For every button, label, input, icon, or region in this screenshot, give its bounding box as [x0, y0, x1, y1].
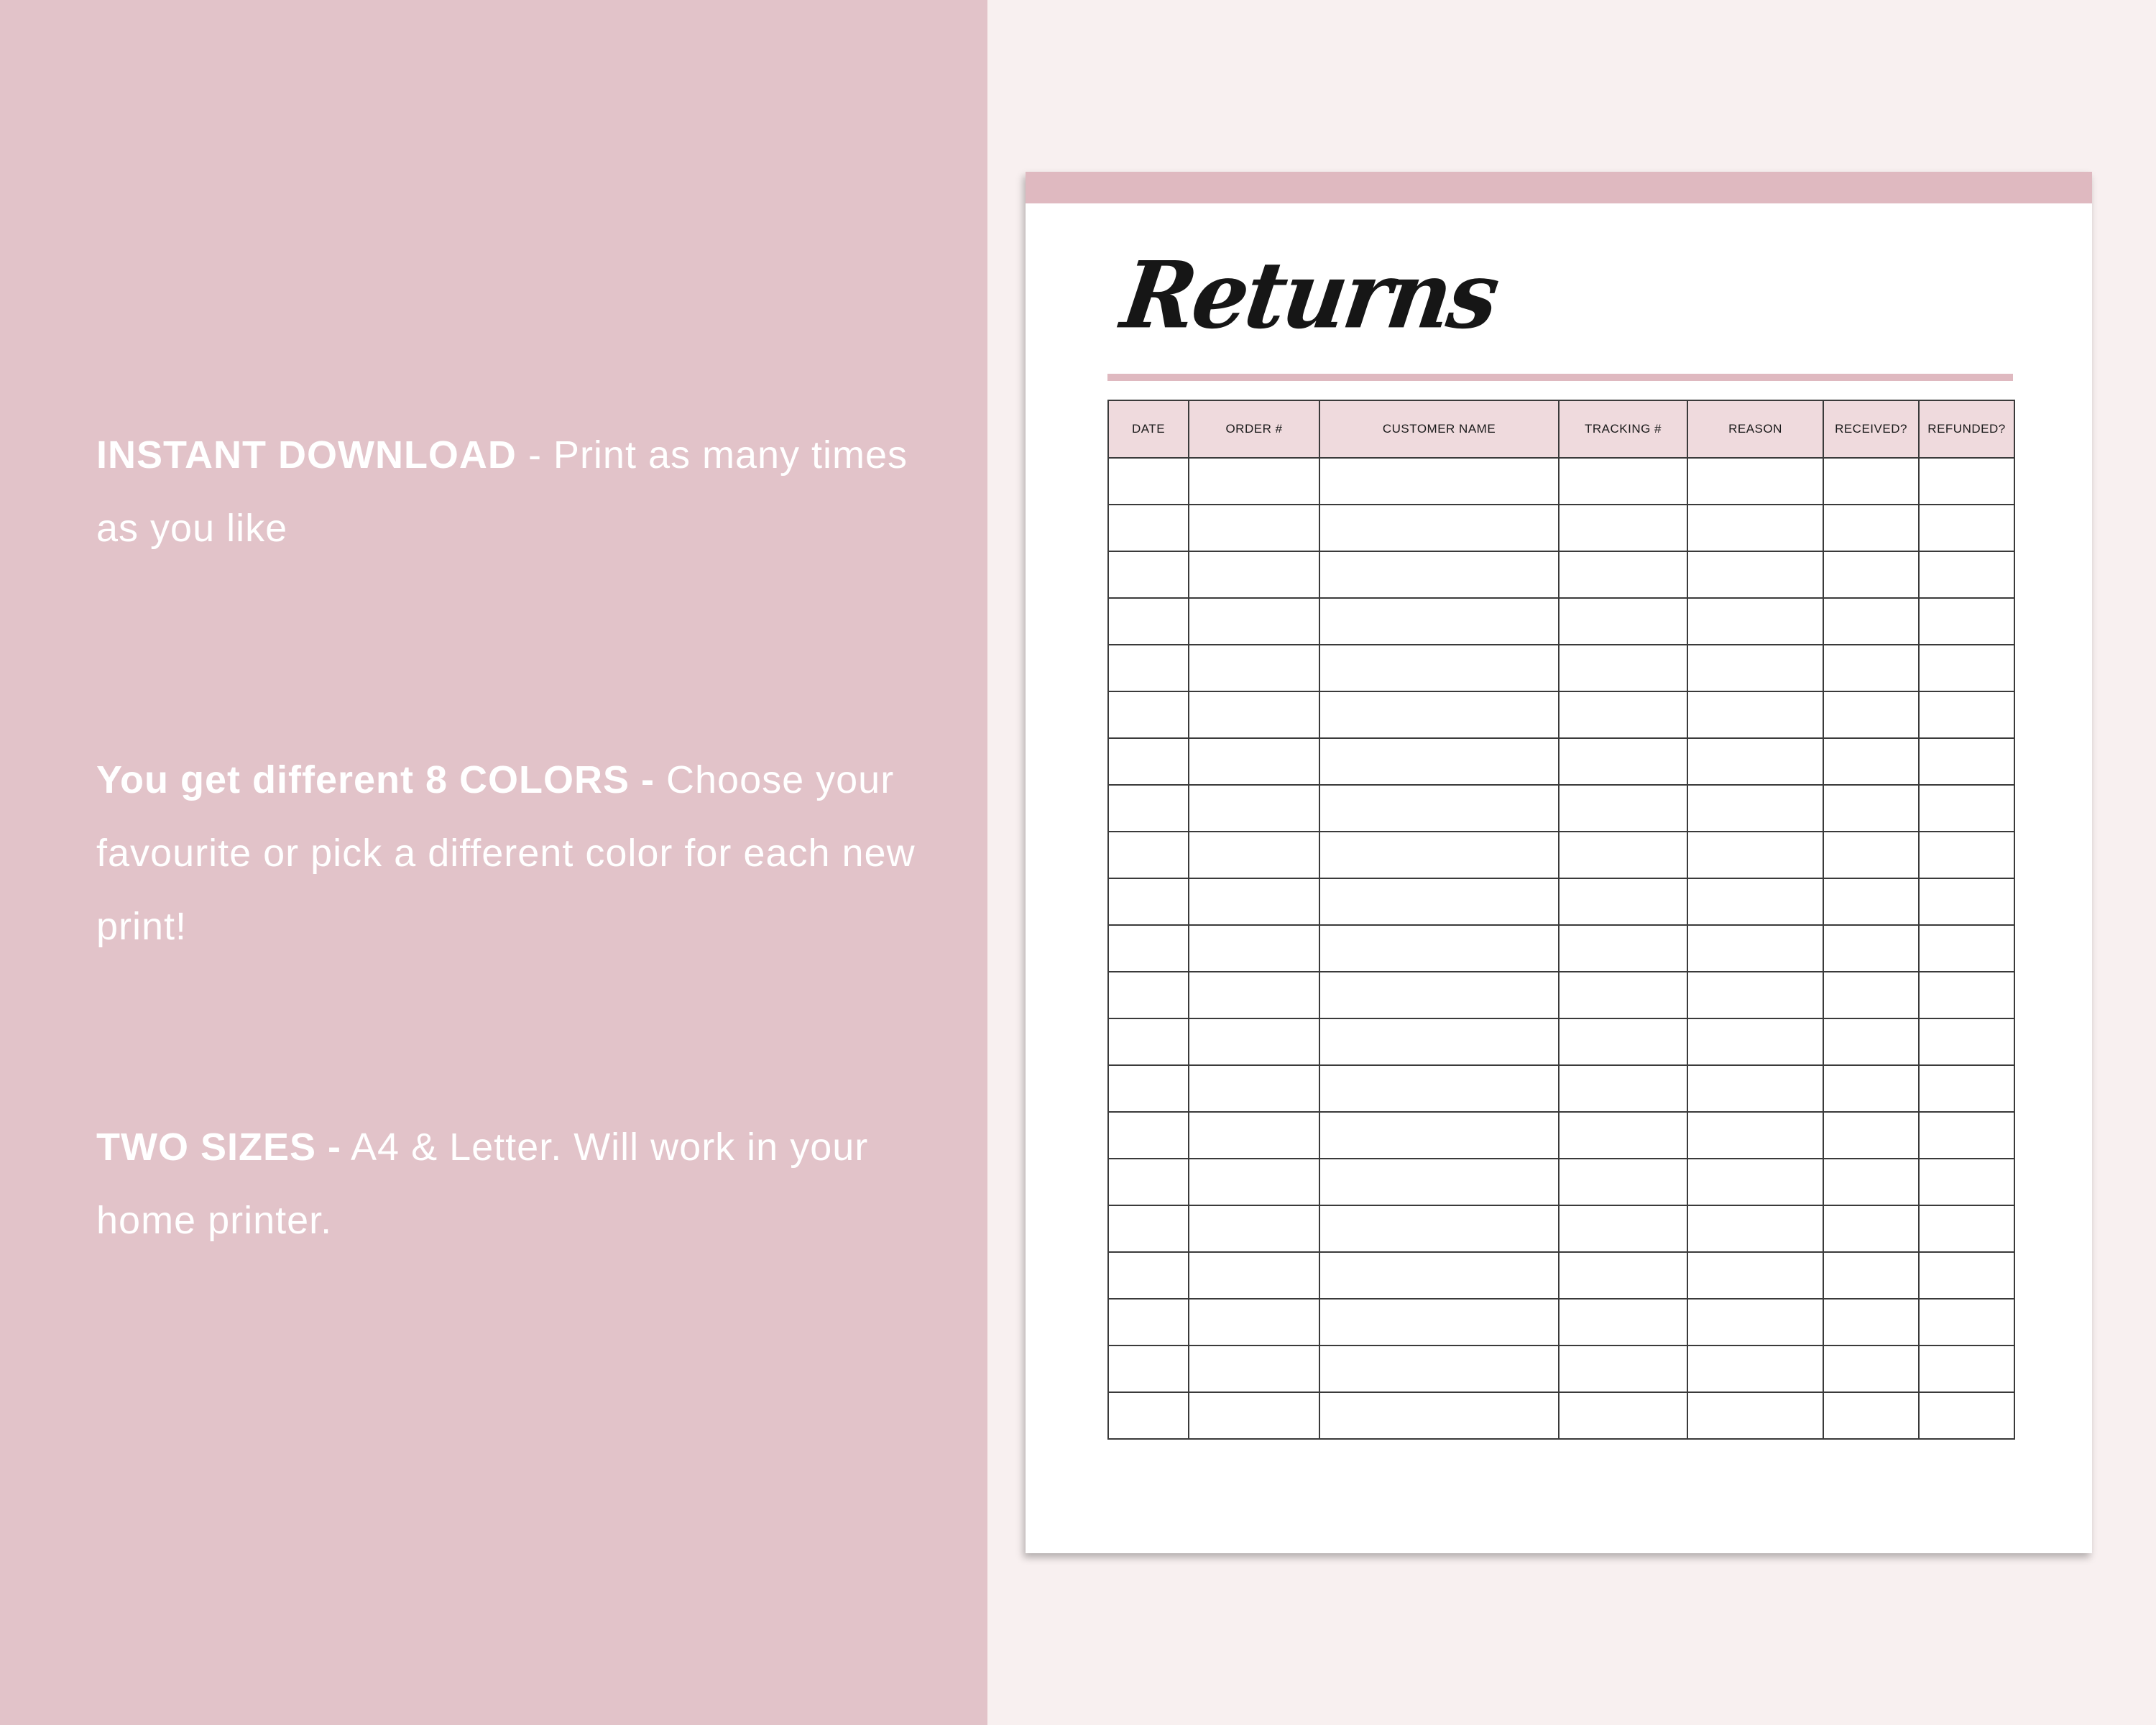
- table-cell: [1559, 645, 1687, 691]
- table-cell: [1189, 598, 1319, 645]
- table-cell: [1687, 878, 1823, 925]
- table-cell: [1108, 972, 1189, 1018]
- table-cell: [1108, 691, 1189, 738]
- table-cell: [1559, 505, 1687, 551]
- column-header-date: DATE: [1108, 400, 1189, 458]
- table-cell: [1919, 832, 2014, 878]
- table-cell: [1189, 551, 1319, 598]
- table-cell: [1559, 738, 1687, 785]
- table-cell: [1823, 832, 1919, 878]
- table-cell: [1823, 1346, 1919, 1392]
- table-cell: [1189, 1065, 1319, 1112]
- table-row: [1108, 1392, 2014, 1439]
- table-row: [1108, 1346, 2014, 1392]
- table-cell: [1189, 1112, 1319, 1159]
- table-cell: [1823, 1392, 1919, 1439]
- returns-table: [1107, 400, 2015, 1440]
- table-cell: [1319, 878, 1559, 925]
- feature-description: - Print as many times as you like: [96, 433, 908, 550]
- table-cell: [1559, 832, 1687, 878]
- table-cell: [1687, 925, 1823, 972]
- column-header-customer-name: CUSTOMER NAME: [1319, 400, 1559, 458]
- table-cell: [1919, 1018, 2014, 1065]
- table-cell: [1108, 878, 1189, 925]
- table-cell: [1319, 1205, 1559, 1252]
- column-header-tracking: TRACKING #: [1559, 400, 1687, 458]
- table-cell: [1559, 1112, 1687, 1159]
- table-cell: [1559, 972, 1687, 1018]
- table-cell: [1319, 832, 1559, 878]
- table-cell: [1823, 551, 1919, 598]
- feature-heading: You get different 8 COLORS -: [96, 758, 655, 801]
- table-cell: [1108, 738, 1189, 785]
- table-cell: [1823, 598, 1919, 645]
- table-cell: [1189, 1299, 1319, 1346]
- table-cell: [1319, 1018, 1559, 1065]
- table-cell: [1108, 598, 1189, 645]
- table-cell: [1919, 1299, 2014, 1346]
- table-cell: [1108, 505, 1189, 551]
- table-cell: [1687, 832, 1823, 878]
- table-cell: [1919, 551, 2014, 598]
- table-cell: [1687, 1159, 1823, 1205]
- table-cell: [1559, 551, 1687, 598]
- table-cell: [1108, 458, 1189, 505]
- table-cell: [1559, 785, 1687, 832]
- table-row: [1108, 1065, 2014, 1112]
- table-cell: [1108, 551, 1189, 598]
- table-cell: [1919, 458, 2014, 505]
- table-header-row: [1108, 400, 2014, 458]
- table-cell: [1319, 972, 1559, 1018]
- table-cell: [1189, 1159, 1319, 1205]
- table-cell: [1189, 1392, 1319, 1439]
- table-cell: [1687, 738, 1823, 785]
- table-cell: [1319, 1159, 1559, 1205]
- table-cell: [1687, 1346, 1823, 1392]
- feature-heading: TWO SIZES -: [96, 1126, 341, 1169]
- table-row: [1108, 598, 2014, 645]
- column-header-order: ORDER #: [1189, 400, 1319, 458]
- table-cell: [1559, 1299, 1687, 1346]
- table-cell: [1919, 785, 2014, 832]
- table-row: [1108, 738, 2014, 785]
- table-cell: [1687, 1205, 1823, 1252]
- sheet-title: Returns: [1115, 240, 1503, 349]
- table-cell: [1919, 645, 2014, 691]
- table-cell: [1823, 1299, 1919, 1346]
- table-cell: [1687, 598, 1823, 645]
- table-cell: [1823, 1018, 1919, 1065]
- table-cell: [1687, 1392, 1823, 1439]
- table-cell: [1919, 1112, 2014, 1159]
- table-cell: [1319, 738, 1559, 785]
- table-cell: [1687, 645, 1823, 691]
- printable-sheet: [1026, 172, 2092, 1553]
- table-cell: [1189, 1018, 1319, 1065]
- table-row: [1108, 645, 2014, 691]
- table-cell: [1559, 458, 1687, 505]
- table-cell: [1319, 1346, 1559, 1392]
- feature-description: Choose your favourite or pick a different color for each new print!: [96, 758, 916, 948]
- feature-instant-download: [96, 418, 944, 565]
- table-cell: [1319, 691, 1559, 738]
- table-cell: [1687, 1252, 1823, 1299]
- table-cell: [1687, 972, 1823, 1018]
- table-cell: [1189, 785, 1319, 832]
- table-row: [1108, 972, 2014, 1018]
- table-body: [1108, 458, 2014, 1439]
- table-cell: [1559, 878, 1687, 925]
- table-cell: [1823, 645, 1919, 691]
- table-cell: [1823, 1065, 1919, 1112]
- table-cell: [1919, 1346, 2014, 1392]
- table-cell: [1559, 1392, 1687, 1439]
- table-row: [1108, 878, 2014, 925]
- table-row: [1108, 785, 2014, 832]
- table-cell: [1108, 785, 1189, 832]
- table-cell: [1319, 645, 1559, 691]
- table-cell: [1189, 832, 1319, 878]
- table-row: [1108, 551, 2014, 598]
- table-cell: [1108, 645, 1189, 691]
- table-row: [1108, 505, 2014, 551]
- table-cell: [1687, 1112, 1823, 1159]
- table-cell: [1687, 1065, 1823, 1112]
- table-cell: [1319, 785, 1559, 832]
- table-cell: [1189, 1346, 1319, 1392]
- table-cell: [1559, 1065, 1687, 1112]
- table-cell: [1823, 925, 1919, 972]
- table-cell: [1823, 972, 1919, 1018]
- table-cell: [1919, 972, 2014, 1018]
- table-cell: [1919, 505, 2014, 551]
- table-cell: [1189, 972, 1319, 1018]
- table-cell: [1687, 551, 1823, 598]
- table-cell: [1189, 505, 1319, 551]
- column-header-reason: REASON: [1687, 400, 1823, 458]
- table-cell: [1189, 925, 1319, 972]
- feature-colors: [96, 743, 944, 963]
- table-cell: [1108, 1065, 1189, 1112]
- table-cell: [1189, 738, 1319, 785]
- table-cell: [1823, 1252, 1919, 1299]
- table-row: [1108, 458, 2014, 505]
- table-cell: [1823, 691, 1919, 738]
- table-cell: [1319, 505, 1559, 551]
- table-cell: [1687, 505, 1823, 551]
- table-cell: [1823, 785, 1919, 832]
- table-cell: [1189, 458, 1319, 505]
- table-cell: [1559, 598, 1687, 645]
- table-cell: [1189, 1205, 1319, 1252]
- table-cell: [1319, 458, 1559, 505]
- table-cell: [1687, 1018, 1823, 1065]
- table-cell: [1823, 458, 1919, 505]
- table-cell: [1108, 832, 1189, 878]
- left-panel: [0, 0, 987, 1725]
- table-cell: [1823, 1112, 1919, 1159]
- table-cell: [1687, 785, 1823, 832]
- table-cell: [1919, 1205, 2014, 1252]
- table-cell: [1823, 738, 1919, 785]
- table-cell: [1189, 1252, 1319, 1299]
- table-cell: [1108, 1299, 1189, 1346]
- table-cell: [1919, 1159, 2014, 1205]
- table-row: [1108, 691, 2014, 738]
- table-cell: [1919, 925, 2014, 972]
- table-row: [1108, 925, 2014, 972]
- table-cell: [1189, 878, 1319, 925]
- table-cell: [1189, 645, 1319, 691]
- feature-description: A4 & Letter. Will work in your home printer.: [96, 1126, 869, 1242]
- table-cell: [1319, 1252, 1559, 1299]
- table-cell: [1108, 1392, 1189, 1439]
- column-header-refunded: REFUNDED?: [1919, 400, 2014, 458]
- sheet-top-band: [1026, 172, 2092, 203]
- table-cell: [1919, 598, 2014, 645]
- table-cell: [1108, 1018, 1189, 1065]
- table-cell: [1559, 1205, 1687, 1252]
- table-row: [1108, 1018, 2014, 1065]
- table-cell: [1919, 1252, 2014, 1299]
- table-cell: [1319, 551, 1559, 598]
- table-cell: [1189, 691, 1319, 738]
- table-cell: [1559, 1018, 1687, 1065]
- table-row: [1108, 832, 2014, 878]
- table-cell: [1919, 738, 2014, 785]
- table-cell: [1823, 1159, 1919, 1205]
- table-row: [1108, 1299, 2014, 1346]
- table-cell: [1823, 878, 1919, 925]
- table-cell: [1108, 1205, 1189, 1252]
- table-cell: [1319, 598, 1559, 645]
- table-cell: [1559, 691, 1687, 738]
- table-row: [1108, 1112, 2014, 1159]
- table-cell: [1687, 458, 1823, 505]
- table-cell: [1319, 1065, 1559, 1112]
- feature-heading: INSTANT DOWNLOAD: [96, 433, 517, 477]
- table-cell: [1919, 1392, 2014, 1439]
- table-cell: [1108, 925, 1189, 972]
- table-cell: [1319, 1112, 1559, 1159]
- table-row: [1108, 1252, 2014, 1299]
- table-cell: [1319, 1392, 1559, 1439]
- table-cell: [1559, 925, 1687, 972]
- table-cell: [1108, 1346, 1189, 1392]
- table-cell: [1108, 1252, 1189, 1299]
- table-cell: [1108, 1159, 1189, 1205]
- table-row: [1108, 1159, 2014, 1205]
- column-header-received: RECEIVED?: [1823, 400, 1919, 458]
- table-cell: [1823, 505, 1919, 551]
- table-cell: [1919, 1065, 2014, 1112]
- table-cell: [1559, 1159, 1687, 1205]
- title-divider: [1107, 374, 2013, 381]
- table-cell: [1319, 925, 1559, 972]
- table-cell: [1919, 691, 2014, 738]
- table-cell: [1823, 1205, 1919, 1252]
- feature-sizes: [96, 1110, 944, 1257]
- table-cell: [1919, 878, 2014, 925]
- table-row: [1108, 1205, 2014, 1252]
- table-cell: [1687, 691, 1823, 738]
- table-cell: [1687, 1299, 1823, 1346]
- table-cell: [1559, 1346, 1687, 1392]
- table-cell: [1319, 1299, 1559, 1346]
- table-cell: [1559, 1252, 1687, 1299]
- table-cell: [1108, 1112, 1189, 1159]
